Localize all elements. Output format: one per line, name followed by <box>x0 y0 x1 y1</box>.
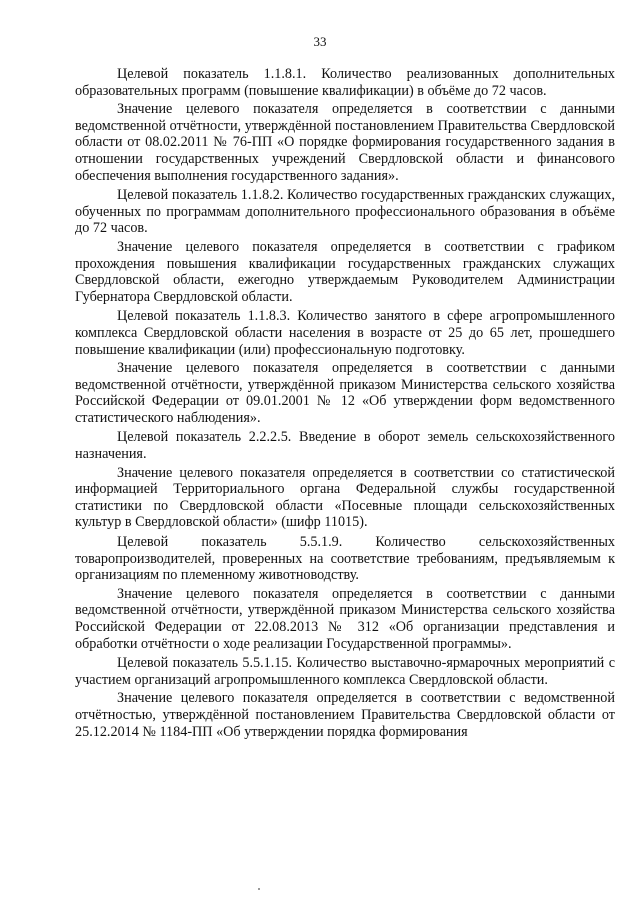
target-indicator-2-2-2-5: Целевой показатель 2.2.2.5. Введение в оборот земель сельскохозяйственного назначения. <box>75 429 615 463</box>
target-indicator-1-1-8-1: Целевой показатель 1.1.8.1. Количество реализованных дополнительных образовательных программ (повышение квалификации) в объёме до 72 часов. <box>75 66 615 99</box>
target-indicator-5-5-1-9: Целевой показатель 5.5.1.9. Количество сельскохозяйственных товаропроизводителей, проверенных на соответствие требованиям, предъявляемым к организациям по племенному животноводству. <box>75 534 615 584</box>
document-body <box>75 66 615 740</box>
indicator-value-description-5-5-1-15: Значение целевого показателя определяется в соответствии с ведомственной отчётностью, утверждённой постановлением Правительства Свердловской области от 25.12.2014 № 1184-ПП «Об утверждении порядка формирования <box>75 690 615 740</box>
scan-speck <box>258 888 260 890</box>
target-indicator-5-5-1-15: Целевой показатель 5.5.1.15. Количество выставочно-ярмарочных мероприятий с участием организаций агропромышленного комплекса Свердловской области. <box>75 655 615 688</box>
indicator-value-description-1-1-8-3: Значение целевого показателя определяется в соответствии с данными ведомственной отчётности, утверждённой приказом Министерства сельского хозяйства Российской Федерации от 09.01.2001 № 12 «Об утверждении форм ведомственного статистического наблюдения». <box>75 360 615 426</box>
indicator-value-description-5-5-1-9: Значение целевого показателя определяется в соответствии с данными ведомственной отчётности, утверждённой приказом Министерства сельского хозяйства Российской Федерации от 22.08.2013 № 312 «Об организации представления и обработки отчётности о ходе реализации Государственной программы». <box>75 585 615 652</box>
indicator-value-description-1-1-8-1: Значение целевого показателя определяется в соответствии с данными ведомственной отчётности, утверждённой постановлением Правительства Свердловской области от 08.02.2011 № 76-ПП «О порядке формирования государственного задания в отношении государственных учреждений Свердловской области и финансового обеспечения выполнения государственного задания». <box>75 101 615 184</box>
indicator-value-description-2-2-2-5: Значение целевого показателя определяется в соответствии со статистической информацией Территориального органа Федеральной службы государственной статистики по Свердловской области «Посевные площади сельскохозяйственных культур в Свердловской области» (шифр 11015). <box>75 464 615 531</box>
page-number: 33 <box>313 34 327 49</box>
indicator-value-description-1-1-8-2: Значение целевого показателя определяется в соответствии с графиком прохождения повышения квалификации государственных гражданских служащих Свердловской области, ежегодно утверждаемым Руководителем Администрации Губернатора Свердловской области. <box>75 238 615 305</box>
target-indicator-1-1-8-2: Целевой показатель 1.1.8.2. Количество государственных гражданских служащих, обученных по программам дополнительного профессионального образования в объёме до 72 часов. <box>75 187 615 237</box>
target-indicator-1-1-8-3: Целевой показатель 1.1.8.3. Количество занятого в сфере агропромышленного комплекса Свердловской области населения в возрасте от 25 до 65 лет, прошедшего повышение квалификации (или) профессиональную подготовку. <box>75 308 615 358</box>
